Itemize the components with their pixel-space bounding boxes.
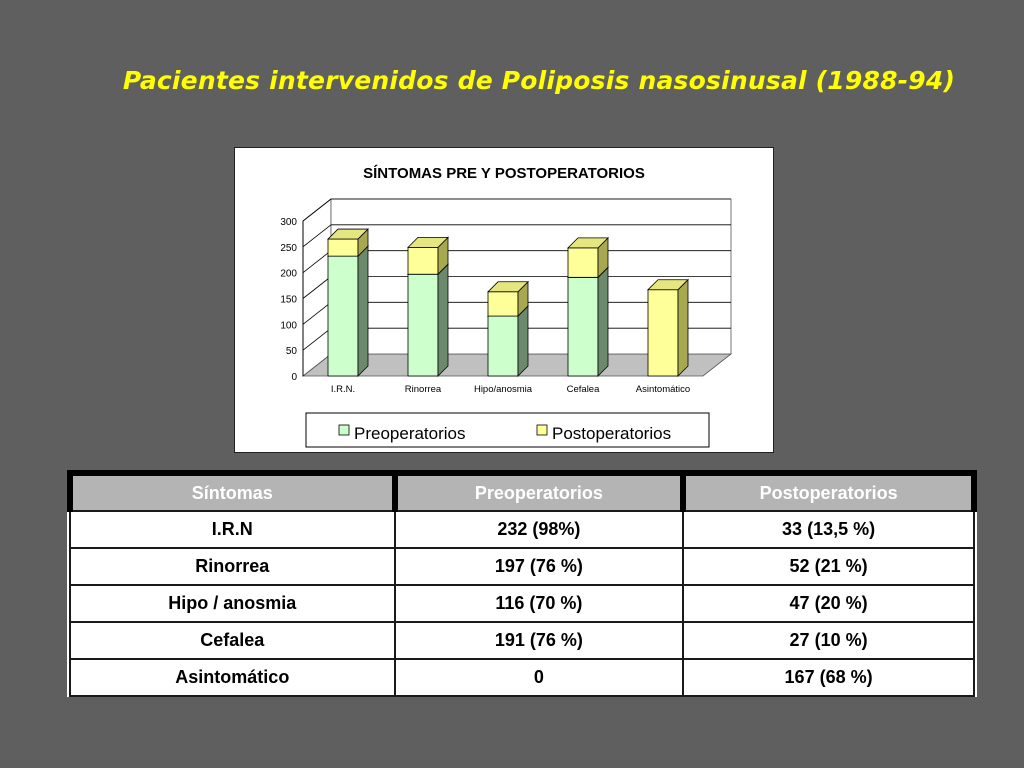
- header-sintomas: Síntomas: [70, 473, 395, 511]
- cell-postop: 27 (10 %): [683, 622, 974, 659]
- table-row: [70, 622, 974, 659]
- bar-postop-1: [408, 247, 438, 274]
- cell-postop: 52 (21 %): [683, 548, 974, 585]
- cell-symptom: Asintomático: [70, 659, 395, 696]
- cell-symptom: Hipo / anosmia: [70, 585, 395, 622]
- bar-side-preop-3: [598, 267, 608, 376]
- table-row: [70, 548, 974, 585]
- cell-preop: 116 (70 %): [395, 585, 684, 622]
- x-tick-label: Cefalea: [566, 384, 600, 395]
- bar-side-postop-4: [678, 280, 688, 376]
- bar-postop-4: [648, 290, 678, 376]
- x-tick-label: I.R.N.: [330, 384, 356, 395]
- cell-postop: 47 (20 %): [683, 585, 974, 622]
- x-tick-label: Asintomático: [635, 384, 691, 395]
- bar-postop-0: [328, 239, 358, 256]
- y-tick-label: 0: [291, 372, 297, 383]
- table-header-row: [70, 473, 974, 511]
- header-preoperatorios: Preoperatorios: [395, 473, 684, 511]
- slide-title: Pacientes intervenidos de Poliposis nasosinusal (1988-94): [122, 66, 956, 95]
- bar-side-preop-0: [358, 246, 368, 376]
- x-tick-label: Rinorrea: [404, 384, 442, 395]
- table-row: [70, 585, 974, 622]
- bar-side-preop-1: [438, 264, 448, 376]
- cell-preop: 197 (76 %): [395, 548, 684, 585]
- stacked-bar-chart: [235, 148, 773, 452]
- legend-swatch-preop: [339, 425, 349, 435]
- cell-postop: 167 (68 %): [683, 659, 974, 696]
- bar-side-preop-2: [518, 306, 528, 376]
- y-tick-label: 50: [285, 346, 297, 358]
- chart-title: SÍNTOMAS PRE Y POSTOPERATORIOS: [363, 165, 645, 182]
- bar-preop-1: [408, 274, 438, 376]
- y-tick-label: 250: [280, 242, 297, 254]
- y-tick-label: 100: [280, 320, 297, 332]
- legend-label-postop: Postoperatorios: [552, 424, 672, 443]
- chart-panel: [234, 147, 774, 453]
- bar-preop-0: [328, 256, 358, 376]
- cell-symptom: Cefalea: [70, 622, 395, 659]
- bar-preop-2: [488, 316, 518, 376]
- x-tick-label: Hipo/anosmia: [473, 384, 533, 395]
- legend-swatch-postop: [537, 425, 547, 435]
- bar-postop-3: [568, 248, 598, 277]
- cell-symptom: I.R.N: [70, 511, 395, 548]
- y-tick-label: 150: [280, 294, 297, 306]
- table-row: [70, 511, 974, 548]
- cell-preop: 232 (98%): [395, 511, 684, 548]
- cell-symptom: Rinorrea: [70, 548, 395, 585]
- cell-preop: 0: [395, 659, 684, 696]
- cell-postop: 33 (13,5 %): [683, 511, 974, 548]
- bar-preop-3: [568, 277, 598, 376]
- y-tick-label: 200: [280, 268, 297, 280]
- y-tick-label: 300: [280, 217, 297, 228]
- table-row: [70, 659, 974, 696]
- header-postoperatorios: Postoperatorios: [683, 473, 974, 511]
- cell-preop: 191 (76 %): [395, 622, 684, 659]
- symptoms-table: [67, 470, 977, 697]
- legend-label-preop: Preoperatorios: [354, 424, 466, 443]
- bar-postop-2: [488, 292, 518, 316]
